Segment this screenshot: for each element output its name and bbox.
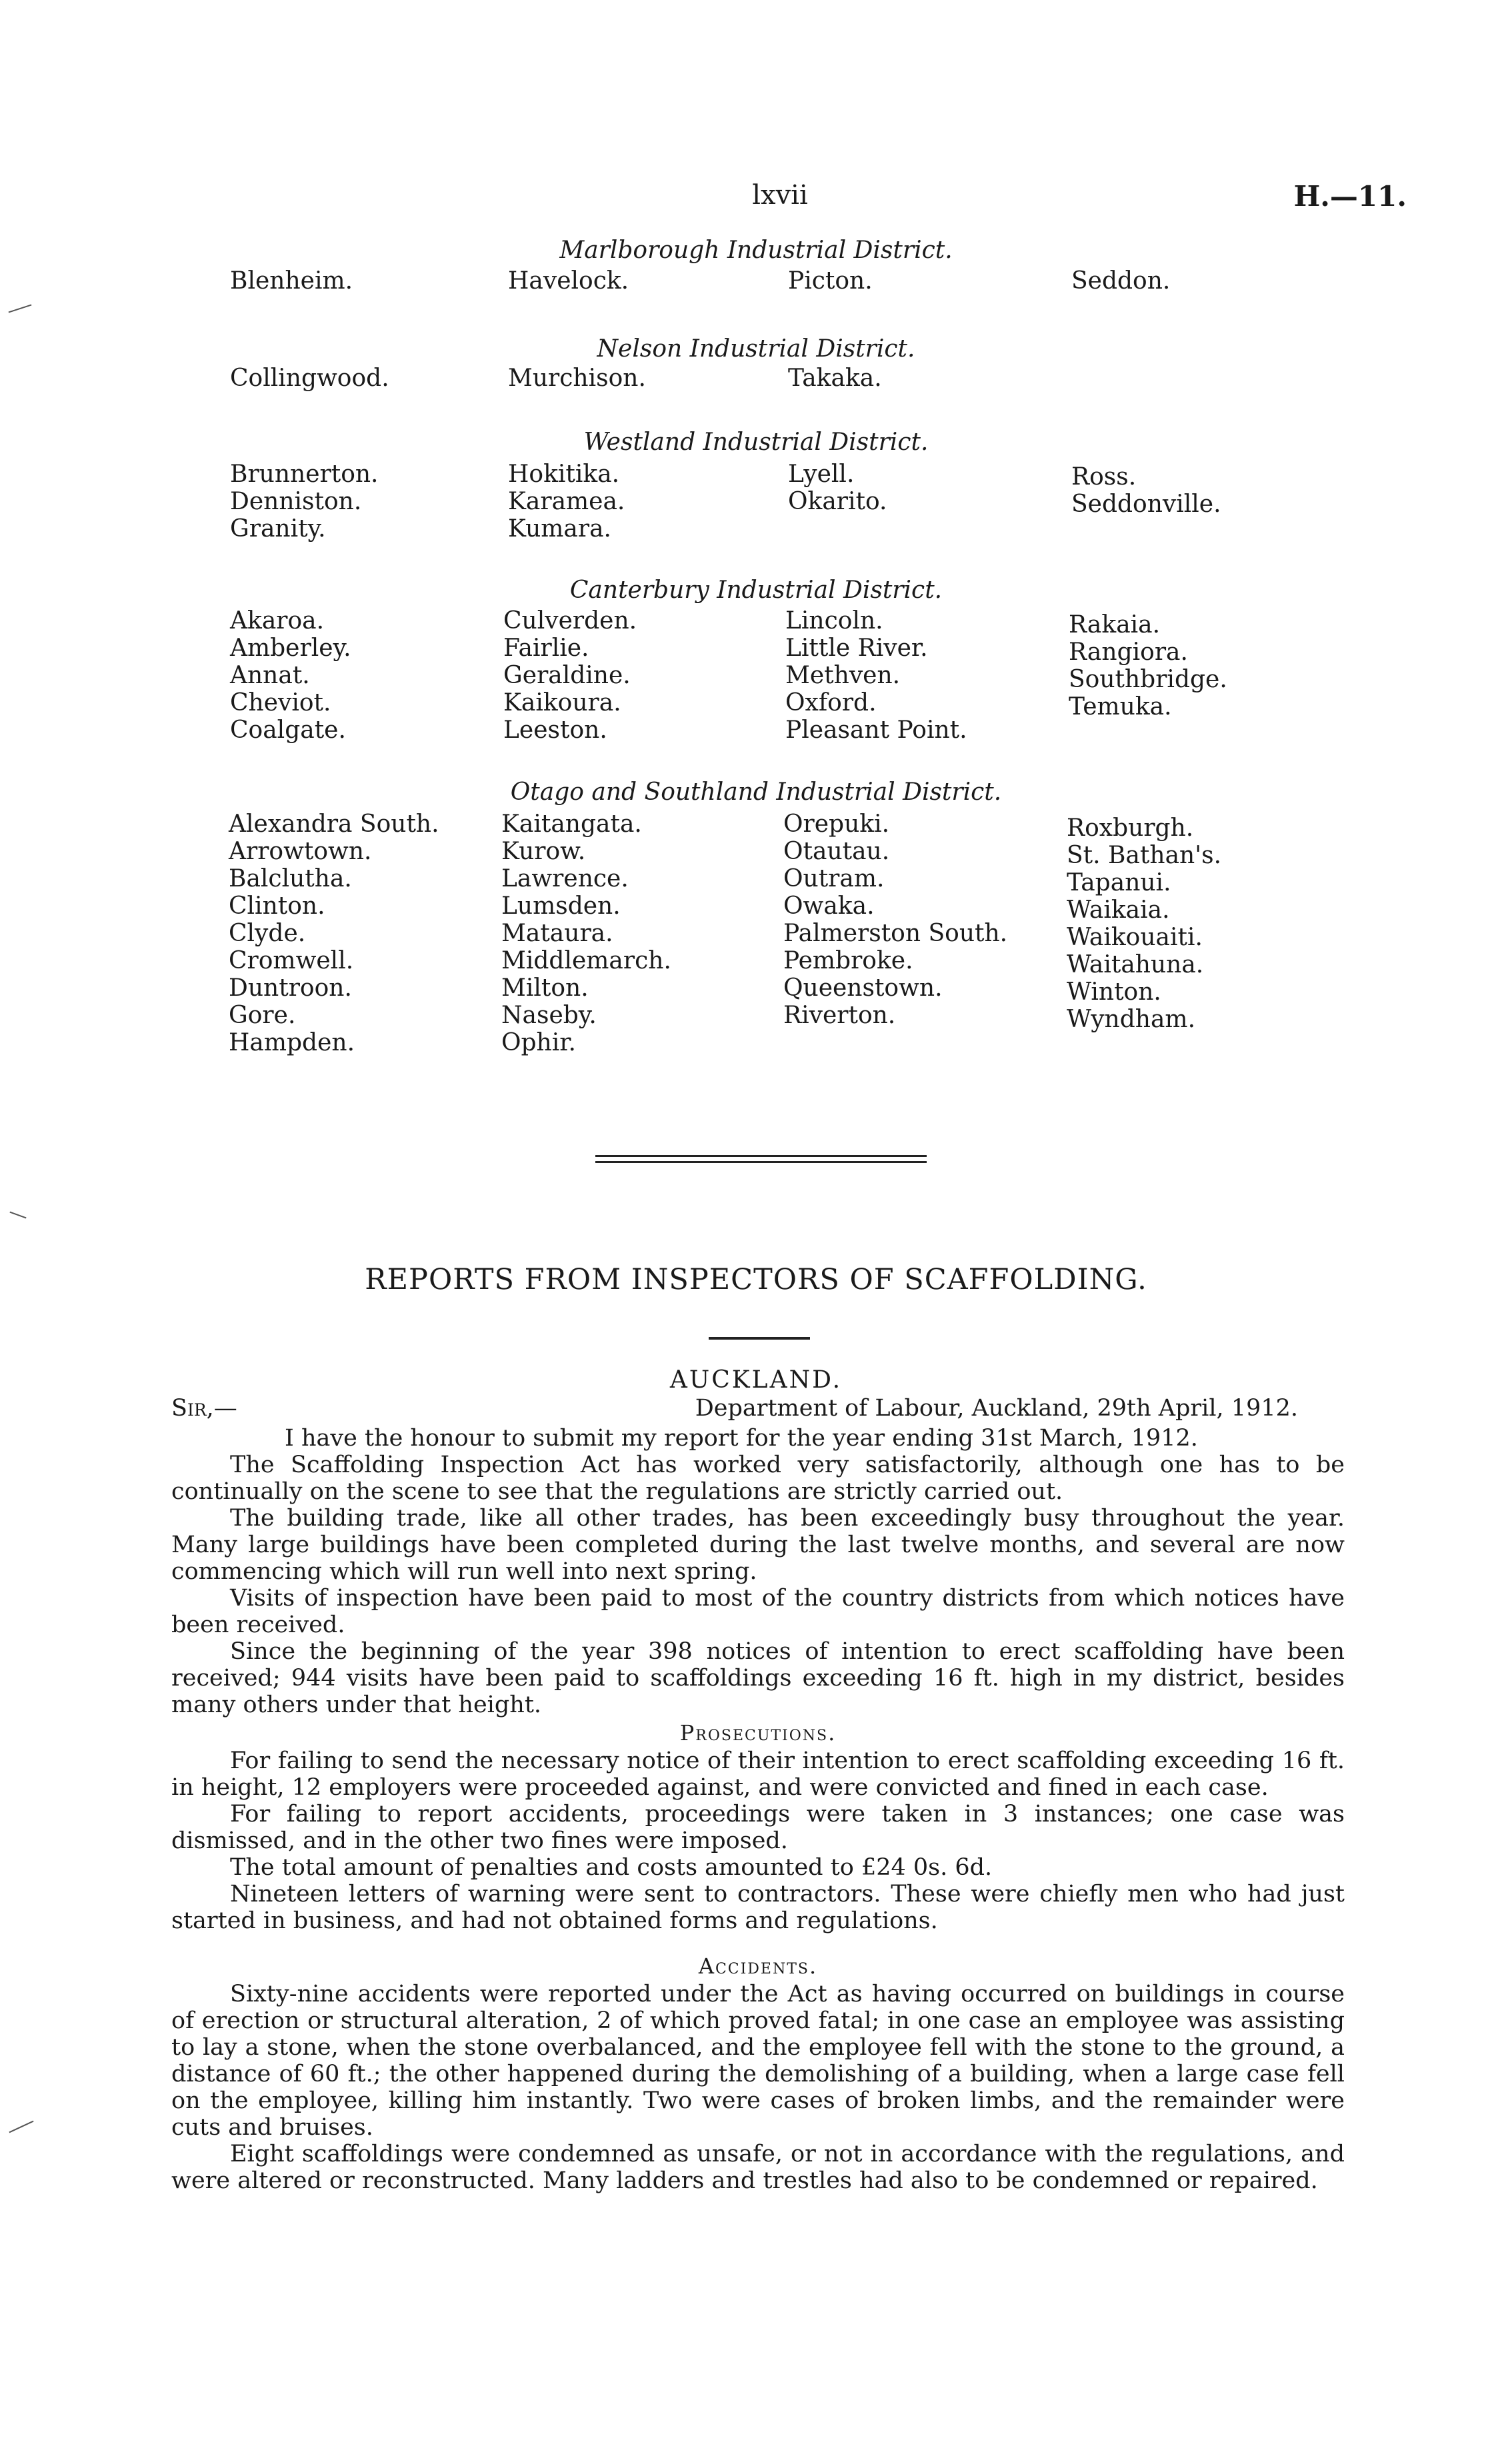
town-column	[783, 810, 1007, 1029]
town-name: Clinton.	[229, 892, 325, 920]
town-column	[230, 267, 353, 295]
paragraph: The total amount of penalties and costs amounted to £24 0s. 6d.	[230, 1854, 993, 1881]
town-name: Riverton.	[783, 1002, 896, 1029]
town-name: Pleasant Point.	[785, 716, 967, 744]
town-name: Hampden.	[229, 1029, 355, 1056]
town-name: Temuka.	[1069, 693, 1172, 720]
town-name: Balclutha.	[229, 865, 352, 892]
town-name: Naseby.	[501, 1002, 597, 1029]
district-title: Marlborough Industrial District.	[559, 237, 953, 264]
town-name: Karamea.	[508, 488, 625, 515]
paragraph: Visits of inspection have been paid to most of the country districts from which notices have been received.	[171, 1585, 1345, 1638]
town-name: Seddonville.	[1071, 491, 1221, 518]
town-name: Queenstown.	[783, 974, 943, 1002]
town-name: Lumsden.	[501, 892, 621, 920]
paragraph: Since the beginning of the year 398 notices of intention to erect scaffolding have been received; 944 visits have been paid to scaffoldings exceeding 16 ft. high in my district, besides many others under that height.	[171, 1638, 1345, 1718]
town-name: Fairlie.	[503, 634, 589, 662]
town-name: Kumara.	[508, 515, 612, 543]
town-name: Granity.	[230, 515, 326, 543]
paragraph: Sixty-nine accidents were reported under the Act as having occurred on buildings in course of erection or structural alteration, 2 of which proved fatal; in one case an employee was assisting to lay a stone, when the stone overbalanced, and the employee fell with the stone to the ground, a distance of 60 ft.; the other happened during the demolishing of a building, when a large case fell on the employee, killing him instantly. Two were cases of broken limbs, and the remainder were cuts and bruises.	[171, 1981, 1345, 2141]
town-name: Waikaia.	[1067, 896, 1170, 924]
town-name: Annat.	[230, 662, 310, 689]
scan-mark	[9, 304, 32, 313]
town-name: Otautau.	[783, 838, 890, 865]
report-body	[171, 1425, 1345, 2194]
town-column	[230, 365, 389, 392]
town-name: Oxford.	[785, 689, 877, 716]
town-column	[230, 607, 351, 744]
town-name: Rakaia.	[1069, 611, 1161, 638]
town-column	[788, 461, 887, 515]
district-title: Nelson Industrial District.	[597, 335, 915, 363]
salutation-row	[171, 1395, 1345, 1422]
town-name: Rangiora.	[1069, 638, 1188, 666]
town-name: Takaka.	[788, 365, 882, 392]
paragraph: Nineteen letters of warning were sent to contractors. These were chiefly men who had just started in business, and had not obtained forms and regulations.	[171, 1881, 1345, 1934]
town-name: Palmerston South.	[783, 920, 1008, 947]
town-name: Roxburgh.	[1067, 814, 1194, 842]
town-column	[788, 267, 873, 295]
town-name: Clyde.	[229, 920, 306, 947]
town-name: Cromwell.	[229, 947, 354, 974]
town-name: Middlemarch.	[501, 947, 671, 974]
town-name: St. Bathan's.	[1067, 842, 1222, 869]
town-column	[230, 461, 379, 543]
town-column	[785, 607, 967, 744]
page-number: lxvii	[752, 180, 808, 211]
paragraph: The Scaffolding Inspection Act has worked very satisfactorily, although one has to be continually on the scene to see that the regulations are strictly carried out.	[171, 1452, 1345, 1505]
town-name: Winton.	[1067, 978, 1161, 1006]
town-column	[788, 365, 882, 392]
town-name: Coalgate.	[230, 716, 346, 744]
town-name: Brunnerton.	[230, 461, 379, 488]
town-name: Alexandra South.	[229, 810, 439, 838]
town-column	[508, 461, 625, 543]
town-column	[501, 810, 671, 1056]
town-name: Wyndham.	[1067, 1006, 1196, 1033]
town-name: Culverden.	[503, 607, 637, 634]
salutation: Sir,—	[171, 1395, 237, 1422]
town-name: Hokitika.	[508, 461, 620, 488]
town-name: Arrowtown.	[229, 838, 372, 865]
town-column	[1067, 814, 1221, 1033]
town-name: Ophir.	[501, 1029, 576, 1056]
town-name: Gore.	[229, 1002, 296, 1029]
town-name: Pembroke.	[783, 947, 913, 974]
scan-mark	[9, 2121, 33, 2133]
town-name: Mataura.	[501, 920, 613, 947]
town-name: Cheviot.	[230, 689, 331, 716]
district-title: Westland Industrial District.	[583, 429, 929, 456]
town-name: Ross.	[1071, 463, 1137, 491]
accidents-heading: Accidents.	[698, 1953, 818, 1979]
town-name: Kaitangata.	[501, 810, 642, 838]
paper-reference: H.—11.	[1293, 180, 1407, 213]
dateline: Department of Labour, Auckland, 29th April, 1912.	[695, 1395, 1298, 1422]
town-name: Lawrence.	[501, 865, 629, 892]
town-name: Denniston.	[230, 488, 362, 515]
prosecutions-heading: Prosecutions.	[679, 1720, 837, 1746]
town-name: Tapanui.	[1067, 869, 1171, 896]
town-name: Seddon.	[1071, 267, 1171, 295]
town-name: Methven.	[785, 662, 901, 689]
town-column	[1071, 267, 1170, 295]
town-name: Okarito.	[788, 488, 887, 515]
section-divider	[595, 1155, 927, 1163]
town-column	[1071, 463, 1221, 518]
paragraph: Eight scaffoldings were condemned as unsafe, or not in accordance with the regulations, and were altered or reconstructed. Many ladders and trestles had also to be condemned or repaired.	[171, 2141, 1345, 2194]
paragraph: For failing to send the necessary notice of their intention to erect scaffolding exceeding 16 ft. in height, 12 employers were proceeded against, and were convicted and fined in each case.	[171, 1748, 1345, 1801]
town-name: Milton.	[501, 974, 589, 1002]
town-name: Southbridge.	[1069, 666, 1227, 693]
town-name: Murchison.	[508, 365, 646, 392]
paragraph: The building trade, like all other trades, has been exceedingly busy throughout the year. Many large buildings have been completed during the last twelve months, and several are now commencing which will run well into next spring.	[171, 1505, 1345, 1585]
town-name: Lyell.	[788, 461, 855, 488]
paragraph: I have the honour to submit my report for the year ending 31st March, 1912.	[285, 1425, 1198, 1452]
town-name: Waitahuna.	[1067, 951, 1204, 978]
town-column	[503, 607, 637, 744]
town-name: Waikouaiti.	[1067, 924, 1203, 951]
paragraph: For failing to report accidents, proceedings were taken in 3 instances; one case was dismissed, and in the other two fines were imposed.	[171, 1801, 1345, 1854]
town-name: Amberley.	[230, 634, 351, 662]
title-rule	[709, 1337, 810, 1340]
town-name: Collingwood.	[230, 365, 389, 392]
town-name: Duntroon.	[229, 974, 352, 1002]
town-name: Picton.	[788, 267, 873, 295]
page-header	[0, 180, 1512, 220]
town-name: Outram.	[783, 865, 885, 892]
town-name: Blenheim.	[230, 267, 353, 295]
district-title: Otago and Southland Industrial District.	[510, 778, 1002, 806]
section-title: REPORTS FROM INSPECTORS OF SCAFFOLDING.	[365, 1263, 1147, 1296]
town-name: Havelock.	[508, 267, 629, 295]
town-name: Leeston.	[503, 716, 607, 744]
town-name: Kaikoura.	[503, 689, 621, 716]
report-city: AUCKLAND.	[669, 1366, 843, 1394]
town-column	[508, 365, 646, 392]
town-column	[229, 810, 439, 1056]
town-name: Owaka.	[783, 892, 875, 920]
town-name: Little River.	[785, 634, 928, 662]
town-name: Orepuki.	[783, 810, 890, 838]
district-title: Canterbury Industrial District.	[569, 577, 943, 604]
town-name: Geraldine.	[503, 662, 631, 689]
town-name: Kurow.	[501, 838, 586, 865]
town-name: Lincoln.	[785, 607, 883, 634]
town-name: Akaroa.	[230, 607, 325, 634]
scan-mark	[9, 1212, 26, 1219]
town-column	[1069, 611, 1227, 720]
town-column	[508, 267, 629, 295]
